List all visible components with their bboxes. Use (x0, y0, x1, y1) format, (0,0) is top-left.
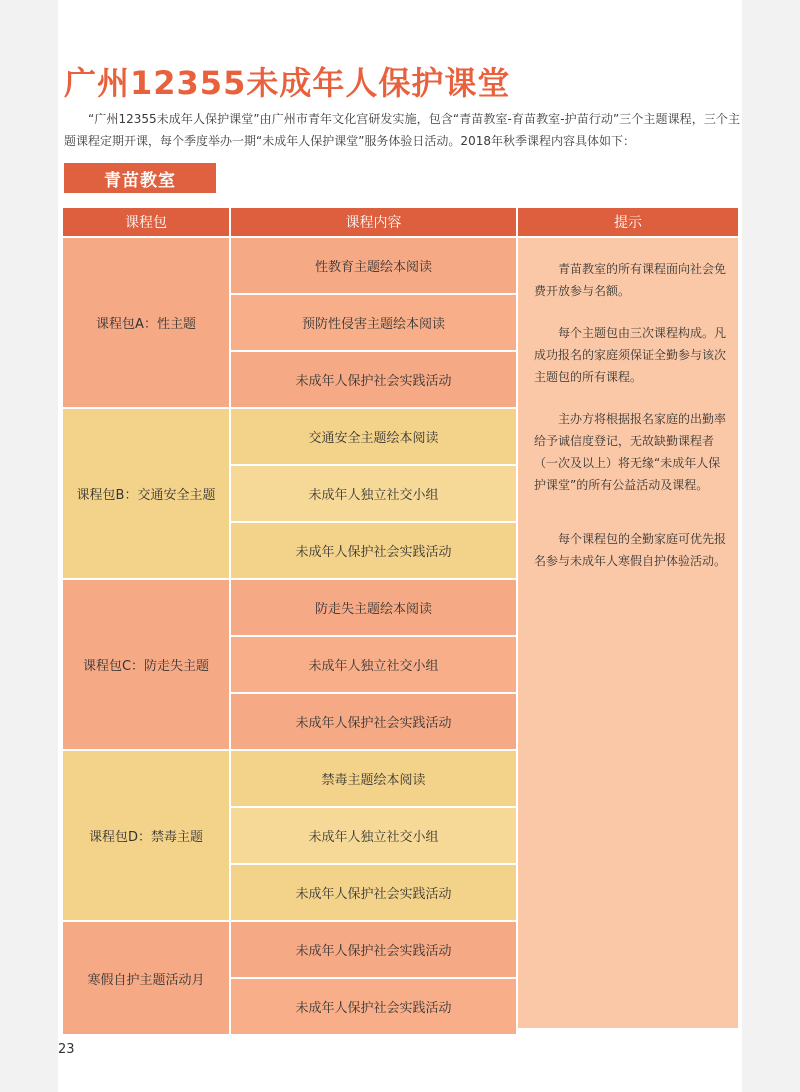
package-cell-winter: 寒假自护主题活动月 (63, 922, 229, 1034)
course-item: 未成年人独立社交小组 (231, 637, 516, 692)
course-item: 预防性侵害主题绘本阅读 (231, 295, 516, 350)
course-item: 未成年人独立社交小组 (231, 808, 516, 863)
header-package: 课程包 (63, 208, 229, 236)
page-number: 23 (58, 1042, 75, 1057)
tip-paragraph: 每个主题包由三次课程构成。凡成功报名的家庭须保证全勤参与该次主题包的所有课程。 (534, 326, 727, 384)
tip-paragraph: 每个课程包的全勤家庭可优先报名参与未成年人寒假自护体验活动。 (534, 532, 727, 568)
course-item: 未成年人独立社交小组 (231, 466, 516, 521)
page-title: 广州12355未成年人保护课堂 (64, 64, 511, 102)
header-tips: 提示 (518, 208, 738, 236)
course-item: 交通安全主题绘本阅读 (231, 409, 516, 464)
header-content: 课程内容 (231, 208, 516, 236)
package-cell-b: 课程包B：交通安全主题 (63, 409, 229, 578)
course-item: 未成年人保护社会实践活动 (231, 922, 516, 977)
course-item: 未成年人保护社会实践活动 (231, 694, 516, 749)
tips-panel (518, 238, 738, 1028)
course-item: 未成年人保护社会实践活动 (231, 352, 516, 407)
tip-paragraph: 青苗教室的所有课程面向社会免费开放参与名额。 (534, 262, 727, 298)
package-cell-a: 课程包A：性主题 (63, 238, 229, 407)
package-cell-d: 课程包D：禁毒主题 (63, 751, 229, 920)
page-margin-right (742, 0, 800, 1092)
page-margin-left (0, 0, 58, 1092)
course-item: 防走失主题绘本阅读 (231, 580, 516, 635)
course-item: 禁毒主题绘本阅读 (231, 751, 516, 806)
course-item: 未成年人保护社会实践活动 (231, 865, 516, 920)
tip-paragraph: 主办方将根据报名家庭的出勤率给予诚信度登记，无故缺勤课程者（一次及以上）将无缘“未成年人保护课堂”的所有公益活动及课程。 (534, 412, 727, 492)
package-cell-c: 课程包C：防走失主题 (63, 580, 229, 749)
intro-paragraph: “广州12355未成年人保护课堂”由广州市青年文化宫研发实施，包含“青苗教室-育苗教室-护苗行动”三个主题课程，三个主题课程定期开课，每个季度举办一期“未成年人保护课堂”服务体验日活动。2018年秋季课程内容具体如下： (64, 112, 740, 148)
course-item: 性教育主题绘本阅读 (231, 238, 516, 293)
course-item: 未成年人保护社会实践活动 (231, 979, 516, 1034)
section-label: 青苗教室 (64, 163, 216, 193)
course-item: 未成年人保护社会实践活动 (231, 523, 516, 578)
